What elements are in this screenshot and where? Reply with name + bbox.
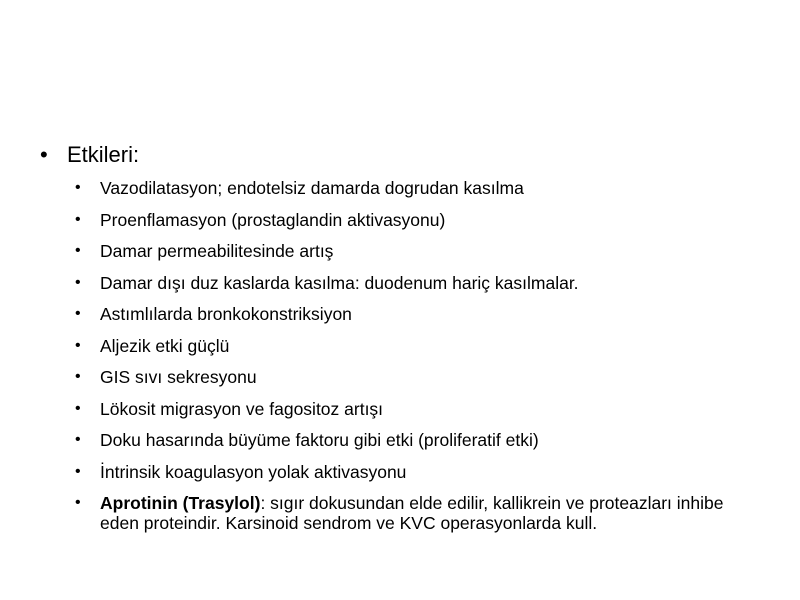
list-item-text: Doku hasarında büyüme faktoru gibi etki (proliferatif etki) (100, 430, 539, 450)
list-item (75, 399, 735, 419)
list-item (75, 367, 735, 387)
bullet-icon: • (75, 210, 81, 228)
bullet-icon: • (75, 242, 81, 259)
list-item-text: Aljezik etki güçlü (100, 335, 230, 356)
list-item (75, 210, 735, 230)
bullet-icon: • (75, 431, 81, 448)
list-item (75, 178, 735, 198)
bullet-icon: • (75, 462, 81, 480)
list-item-text: Proenflamasyon (prostaglandin aktivasyonu) (100, 209, 446, 230)
list-item (75, 304, 735, 324)
bullet-icon: • (75, 494, 81, 511)
bullet-icon: • (75, 336, 81, 354)
list-item (75, 462, 735, 482)
list-item-text: Lökosit migrasyon ve fagositoz artışı (100, 398, 384, 419)
aprotinin-term: Aprotinin (Trasylol) (100, 493, 261, 513)
bullet-icon: • (75, 179, 81, 196)
bullet-icon: • (75, 273, 81, 291)
sub-bullet-list (75, 178, 735, 545)
list-item-text: Damar permeabilitesinde artış (100, 241, 334, 261)
list-item-text (100, 493, 735, 533)
list-item (75, 336, 735, 356)
list-item (75, 430, 735, 450)
bullet-icon: • (75, 399, 81, 417)
bullet-icon: • (75, 368, 81, 385)
list-item (75, 273, 735, 293)
list-item-text: Vazodilatasyon; endotelsiz damarda dogrudan kasılma (100, 178, 524, 198)
bullet-icon: • (40, 142, 48, 167)
list-item-text: Damar dışı duz kaslarda kasılma: duodenum hariç kasılmalar. (100, 272, 579, 293)
list-item-text: İntrinsik koagulasyon yolak aktivasyonu (100, 461, 407, 482)
list-item-text: Astımlılarda bronkokonstriksiyon (100, 304, 352, 324)
main-bullet-text: Etkileri: (67, 142, 140, 167)
bullet-icon: • (75, 305, 81, 322)
list-item-aprotinin (75, 493, 735, 533)
aprotinin-description: : sıgır dokusundan elde edilir, kallikrein ve proteazları inhibe eden proteindir. Karsinoid sendrom ve KVC operasyonlarda kull. (100, 493, 724, 533)
list-item-text: GIS sıvı sekresyonu (100, 367, 257, 387)
list-item (75, 241, 735, 261)
